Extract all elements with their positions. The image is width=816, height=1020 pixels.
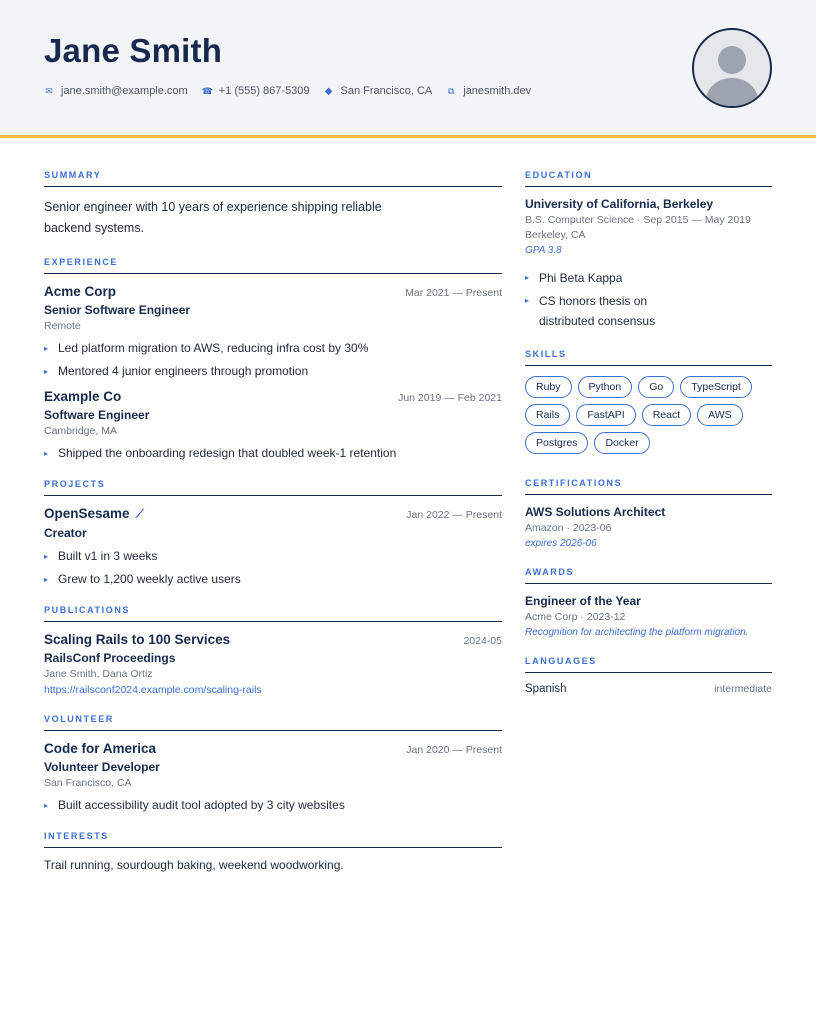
job-location: Cambridge, MA: [44, 425, 117, 437]
volunteer-role: Volunteer Developer: [44, 760, 160, 774]
experience-entry: [44, 389, 502, 461]
section-title: EXPERIENCE: [44, 257, 502, 274]
list-item: ▸ Built v1 in 3 weeks: [44, 549, 158, 563]
contact-phone-text: +1 (555) 867-5309: [218, 85, 310, 97]
school-name: University of California, Berkeley: [525, 197, 714, 211]
skill-chip: Go: [638, 376, 674, 398]
contact-phone[interactable]: [202, 85, 310, 97]
publication-authors: Jane Smith, Dana Ortiz: [44, 668, 153, 680]
resume-header: [0, 0, 816, 138]
sidebar-column: [525, 170, 772, 713]
main-column: [44, 170, 502, 890]
publication-link[interactable]: https://railsconf2024.example.com/scaling-rails: [44, 684, 262, 696]
skill-chip: FastAPI: [576, 404, 635, 426]
school-location: Berkeley, CA: [525, 229, 586, 241]
skill-chip: Rails: [525, 404, 570, 426]
section-title: INTERESTS: [44, 831, 502, 848]
bullet-icon: ▸: [44, 367, 49, 376]
skills-section: [525, 349, 772, 460]
date-range: Jan 2022 — Present: [406, 509, 502, 521]
bullet-icon: ▸: [44, 552, 49, 561]
gpa: GPA 3.8: [525, 245, 562, 256]
skill-chip: Python: [578, 376, 633, 398]
award-name: Engineer of the Year: [525, 594, 641, 608]
project-name: OpenSesame ⟋: [44, 506, 144, 521]
project-role: Creator: [44, 526, 87, 540]
certifications-section: [525, 478, 772, 549]
mail-icon: ✉: [45, 85, 53, 96]
date-range: Jun 2019 — Feb 2021: [398, 392, 502, 404]
awards-section: [525, 567, 772, 638]
certification-expiry: expires 2026-06: [525, 538, 597, 549]
external-link-icon[interactable]: ⟋: [135, 507, 144, 521]
skill-chip: Ruby: [525, 376, 572, 398]
skill-chips: [525, 376, 765, 460]
section-title: SUMMARY: [44, 170, 502, 187]
contact-location: [324, 85, 433, 97]
publications-section: [44, 605, 502, 696]
publication-entry: [44, 632, 502, 696]
list-item: ▸ CS honors thesis on distributed consensus: [525, 291, 685, 331]
job-location: Remote: [44, 320, 81, 332]
list-item: ▸ Led platform migration to AWS, reducing infra cost by 30%: [44, 341, 369, 355]
skill-chip: Postgres: [525, 432, 588, 454]
bullet-icon: ▸: [525, 296, 530, 305]
company-name: Acme Corp: [44, 284, 117, 299]
volunteer-org: Code for America: [44, 741, 157, 756]
date-range: Jan 2020 — Present: [406, 744, 502, 756]
language-name: Spanish: [525, 683, 567, 695]
education-section: [525, 170, 772, 331]
list-item: ▸ Phi Beta Kappa: [525, 268, 685, 288]
summary-section: [44, 170, 502, 239]
contact-bar: [44, 85, 545, 97]
section-title: AWARDS: [525, 567, 772, 584]
phone-icon: ☎: [201, 85, 213, 96]
volunteer-section: [44, 714, 502, 813]
company-name: Example Co: [44, 389, 122, 404]
summary-text: Senior engineer with 10 years of experience shipping reliable backend systems.: [44, 200, 382, 235]
avatar: [692, 28, 772, 108]
list-item: ▸ Mentored 4 junior engineers through promotion: [44, 364, 309, 378]
list-item: ▸ Shipped the onboarding redesign that doubled week-1 retention: [44, 446, 397, 460]
section-title: LANGUAGES: [525, 656, 772, 673]
avatar-placeholder-icon: [694, 30, 770, 106]
section-title: VOLUNTEER: [44, 714, 502, 731]
bullet-icon: ▸: [44, 575, 49, 584]
interests-text: Trail running, sourdough baking, weekend woodworking.: [44, 858, 344, 872]
interests-section: [44, 831, 502, 872]
award-description: Recognition for architecting the platform migration.: [525, 627, 749, 638]
job-title: Software Engineer: [44, 408, 150, 422]
section-title: SKILLS: [525, 349, 772, 366]
section-title: EDUCATION: [525, 170, 772, 187]
skill-chip: React: [642, 404, 691, 426]
degree-line: B.S. Computer Science · Sep 2015 — May 2019: [525, 214, 751, 226]
languages-section: [525, 656, 772, 695]
link-icon: ⧉: [448, 85, 455, 96]
contact-website-text: janesmith.dev: [463, 85, 532, 97]
volunteer-location: San Francisco, CA: [44, 777, 132, 789]
list-item: ▸ Built accessibility audit tool adopted by 3 city websites: [44, 798, 345, 812]
candidate-name: Jane Smith: [44, 32, 223, 69]
bullet-icon: ▸: [44, 344, 49, 353]
award-issuer: Acme Corp · 2023-12: [525, 611, 626, 623]
contact-email-text: jane.smith@example.com: [61, 85, 188, 97]
publication-title: Scaling Rails to 100 Services: [44, 632, 231, 647]
certification-issuer: Amazon · 2023-06: [525, 522, 612, 534]
location-icon: ◆: [324, 85, 333, 97]
skill-chip: Docker: [594, 432, 649, 454]
publication-date: 2024-05: [463, 635, 502, 647]
experience-entry: [44, 284, 502, 379]
contact-email[interactable]: [44, 85, 188, 97]
contact-website[interactable]: [446, 85, 531, 97]
volunteer-entry: [44, 741, 502, 813]
date-range: Mar 2021 — Present: [405, 287, 502, 299]
section-title: PROJECTS: [44, 479, 502, 496]
language-level: intermediate: [714, 683, 772, 695]
section-title: CERTIFICATIONS: [525, 478, 772, 495]
list-item: ▸ Grew to 1,200 weekly active users: [44, 572, 241, 586]
skill-chip: AWS: [697, 404, 743, 426]
certification-name: AWS Solutions Architect: [525, 505, 666, 519]
project-entry: [44, 506, 502, 587]
bullet-icon: ▸: [44, 801, 49, 810]
publication-venue: RailsConf Proceedings: [44, 651, 176, 665]
contact-location-text: San Francisco, CA: [340, 85, 433, 97]
bullet-icon: ▸: [44, 449, 49, 458]
bullet-icon: ▸: [525, 273, 530, 282]
skill-chip: TypeScript: [680, 376, 752, 398]
job-title: Senior Software Engineer: [44, 303, 191, 317]
projects-section: [44, 479, 502, 587]
experience-section: [44, 257, 502, 461]
section-title: PUBLICATIONS: [44, 605, 502, 622]
language-row: [525, 683, 772, 695]
